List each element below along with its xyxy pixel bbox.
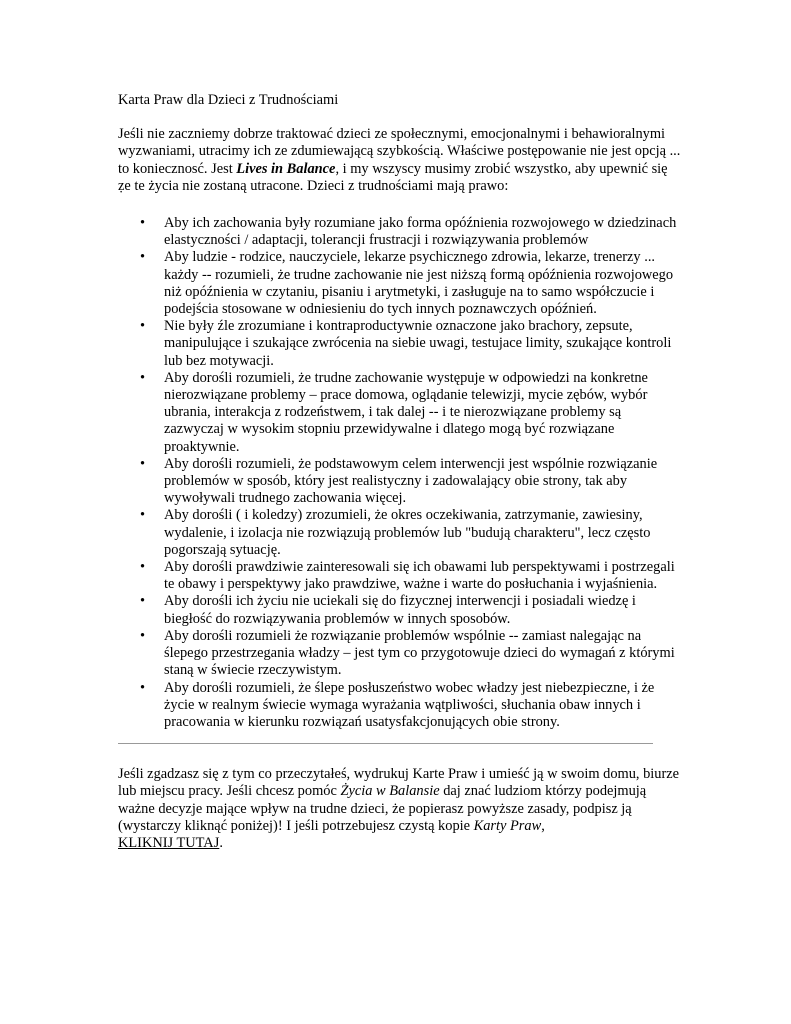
rights-list-item: [118, 680, 683, 732]
bullet-icon: •: [140, 369, 146, 386]
rights-list-item: [118, 628, 683, 680]
rights-item-text: Aby dorośli prawdziwie zainteresowali się ich obawami lub perspektywami i postrzegali te obawy i perspektywy jako prawdziwe, ważne i warte do posłuchania i wyjaśnienia.: [164, 559, 675, 593]
intro-text: Jeśli nie zaczniemy dobrze traktować dzieci ze społecznymi, emocjonalnymi i behawioralnymi wyzwaniami, utracimy ich ze zdumiewającą szybkością. Właściwe postępowanie nie jest opcją ... to koniecznosć. Jest: [118, 126, 681, 177]
lives-in-balance-emphasis: Lives in Balance: [236, 160, 336, 177]
closing-paragraph: [118, 766, 683, 852]
rights-list-item: [118, 249, 683, 318]
closing-period: .: [219, 834, 223, 851]
bullet-icon: •: [140, 559, 146, 576]
closing-italic-zycia: Życia w Balansie: [340, 783, 440, 800]
rights-list-item: [118, 318, 683, 370]
rights-item-text: Aby ludzie - rodzice, nauczyciele, lekarze psychicznego zdrowia, lekarze, trenerzy ... każdy -- rozumieli, że trudne zachowanie nie jest niższą formą opóźnienia rozwojowego niż opóźnienia w czytaniu, pisaniu i arytmetyki, i zasługuje na to samo współczucie i podejścia stosowane w odniesieniu do tych innych poznawczych opóźnień.: [164, 249, 674, 318]
rights-list-item: [118, 593, 683, 627]
rights-list-item: [118, 370, 683, 456]
document-title: Karta Praw dla Dzieci z Trudnościami: [118, 92, 339, 108]
bullet-icon: •: [140, 679, 146, 696]
rights-list-item: [118, 215, 683, 249]
document-page: [118, 92, 683, 852]
bullet-icon: •: [140, 249, 146, 266]
closing-comma: ,: [541, 817, 545, 834]
rights-item-text: Aby ich zachowania były rozumiane jako forma opóźnienia rozwojowego w dziedzinach elastyczności / adaptacji, tolerancji frustracji i rozwiązywania problemów: [164, 215, 677, 249]
rights-item-text: Aby dorośli rozumieli, że podstawowym celem interwencji jest wspólnie rozwiązanie problemów w sposób, który jest realistyczny i zadowalający obie strony, tak aby wywoływali trudnego zachowania więcej.: [164, 455, 658, 507]
bullet-icon: •: [140, 627, 146, 644]
intro-text-end: , i my wszyscy musimy zrobić wszystko, aby upewnić się ẓe te życia nie zostaną utracone. Dzieci z trudnościami mają prawo:: [118, 160, 668, 194]
rights-item-text: Nie były źle zrozumiane i kontraproductywnie oznaczone jako brachory, zepsute, manipulujące i szukające zwrócenia na siebie uwagi, testujace limity, szukające kontroli lub bez motywacji.: [164, 318, 672, 369]
bullet-icon: •: [140, 507, 146, 524]
closing-text-2: daj znać ludziom którzy podejmują ważne decyzje mające wpływ na trudne dzieci, że popierasz powyższe zasady, podpisz ją (wystarczy kliknąć poniżej)! I jeśli potrzebujesz czystą kopie: [118, 783, 647, 834]
rights-list-item: [118, 507, 683, 559]
rights-item-text: Aby dorośli rozumieli, że trudne zachowanie występuje w odpowiedzi na konkretne nierozwiązane problemy – prace domowa, oglądanie telewizji, mycie zębów, wybór ubrania, interakcja z rodzeństwem, i tak dalej -- i te nierozwiązane problemy są zazwyczaj w wysokim stopniu przewidywalne i dlatego mogą być rozwiązane proaktywnie.: [164, 369, 648, 455]
rights-item-text: Aby dorośli ich życiu nie uciekali się do fizycznej interwencji i posiadali wiedzę i biegłość do rozwiązywania problemów w innych sposobów.: [164, 593, 636, 627]
closing-text: Jeśli zgadzasz się z tym co przeczytałeś, wydrukuj Karte Praw i umieść ją w swoim domu, biurze lub miejscu pracy. Jeśli chcesz pomóc: [118, 766, 680, 800]
rights-item-text: Aby dorośli rozumieli że rozwiązanie problemów wspólnie -- zamiast nalegając na ślepego przestrzegania władzy – jest tym co przygotowuje dzieci do wymagań z którymi staną w świecie rzeczywistym.: [164, 627, 675, 679]
section-divider: [118, 743, 653, 744]
rights-item-text: Aby dorośli rozumieli, że ślepe posłuszeństwo wobec władzy jest niebezpieczne, i że życie w realnym świecie wymaga wyrażania wątpliwości, słuchania obaw innych i pracowania w kierunku rozwiązań usatysfakcjonujących obie strony.: [164, 679, 655, 730]
rights-list-item: [118, 456, 683, 508]
closing-italic-karty: Karty Praw: [473, 817, 542, 834]
bullet-icon: •: [140, 318, 146, 335]
bullet-icon: •: [140, 455, 146, 472]
bullet-icon: •: [140, 215, 146, 232]
bullet-icon: •: [140, 593, 146, 610]
intro-paragraph: [118, 126, 683, 195]
rights-item-text: Aby dorośli ( i koledzy) zrozumieli, że okres oczekiwania, zatrzymanie, zawiesiny, wydalenie, i izolacja nie rozwiązują problemów lub "budują charakteru", lecz często pogorszają sytuację.: [164, 507, 651, 558]
click-here-link[interactable]: KLIKNIJ TUTAJ: [118, 834, 220, 851]
rights-list: [118, 215, 683, 731]
rights-list-item: [118, 559, 683, 593]
